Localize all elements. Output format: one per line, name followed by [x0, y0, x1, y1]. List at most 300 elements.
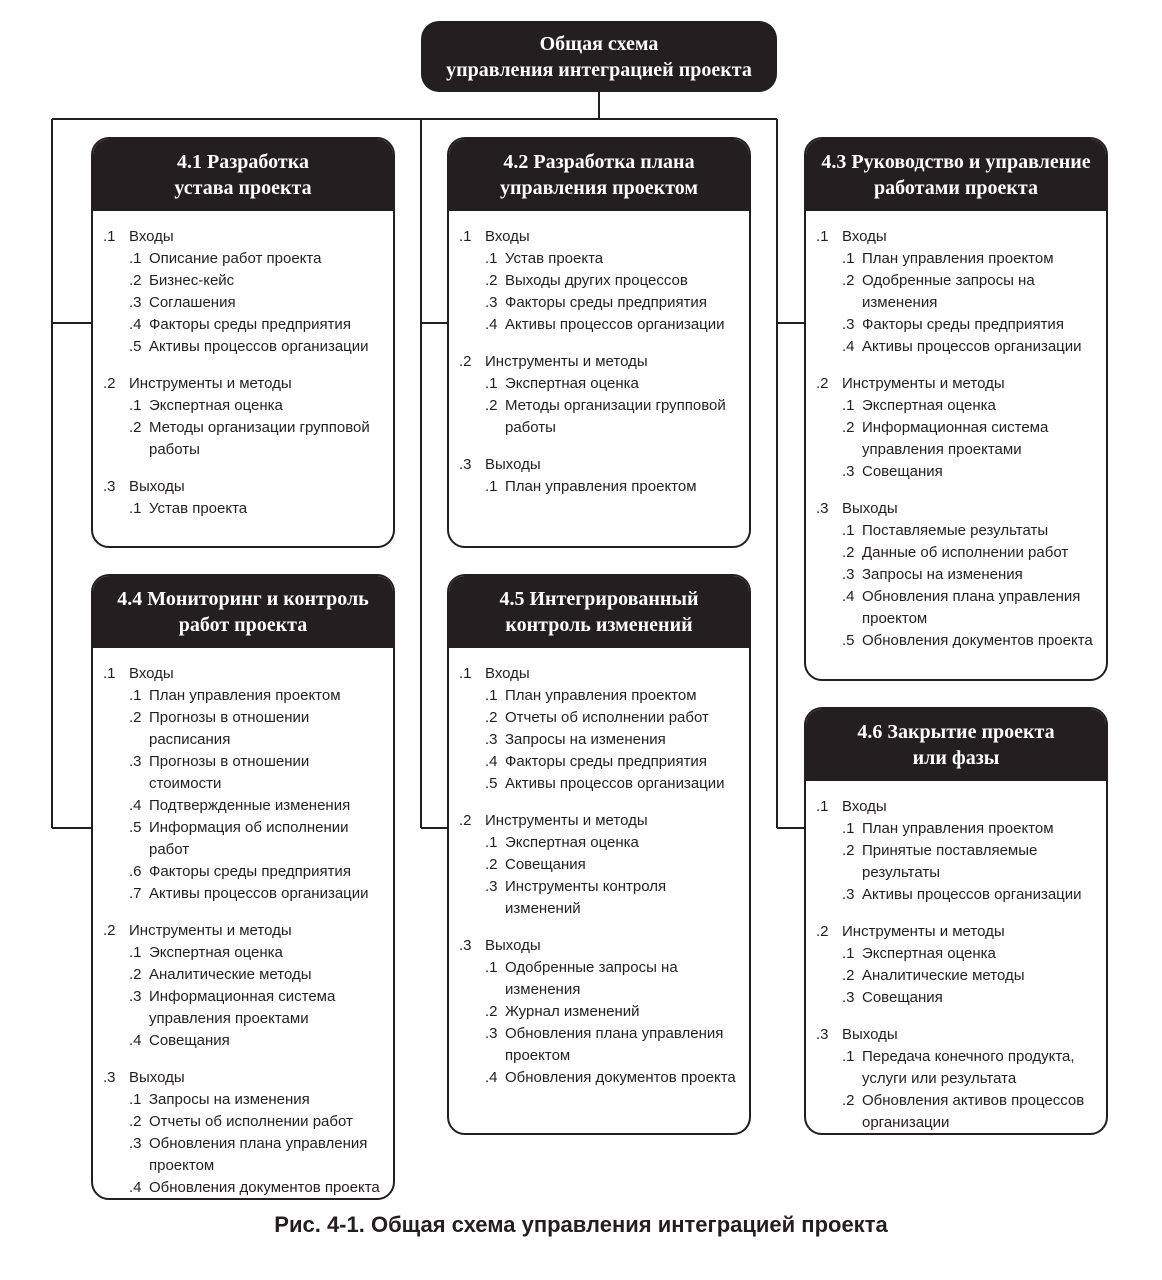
box-header [806, 709, 1106, 781]
list-item [842, 1046, 1098, 1090]
box-body [806, 211, 1106, 652]
item-text: Активы процессов организации [862, 338, 1082, 355]
item-number: .4 [842, 338, 855, 355]
item-text: Совещания [149, 1032, 230, 1049]
item-text: План управления проектом [505, 478, 697, 495]
section-title: Входы [129, 228, 174, 245]
item-number: .3 [842, 463, 855, 480]
list-item [842, 884, 1098, 906]
box-title-line: или фазы [912, 747, 1000, 769]
item-text: План управления проектом [505, 687, 697, 704]
section-title: Инструменты и методы [842, 923, 1005, 940]
section-heading [459, 454, 741, 476]
item-text: Факторы среды предприятия [505, 294, 707, 311]
item-number: .2 [842, 842, 855, 859]
item-number: .1 [842, 1048, 855, 1065]
section-title: Входы [842, 798, 887, 815]
list-item [485, 292, 741, 314]
section-heading [459, 935, 741, 957]
item-number: .1 [129, 687, 142, 704]
box-body [449, 211, 749, 498]
item-text: Активы процессов организации [505, 775, 725, 792]
list-item [485, 314, 741, 336]
section-heading [103, 476, 385, 498]
item-text: Информация об исполнении работ [149, 819, 349, 858]
section-title: Выходы [842, 500, 898, 517]
section-heading [103, 920, 385, 942]
section-number: .1 [459, 228, 472, 245]
box-section [816, 226, 1098, 358]
item-text: Информационная система управления проектами [862, 419, 1049, 458]
section-items [485, 957, 741, 1089]
item-number: .6 [129, 863, 142, 880]
root-process-box [421, 21, 777, 92]
section-heading [103, 373, 385, 395]
item-text: Обновления плана управления проектом [862, 588, 1081, 627]
item-number: .4 [129, 1032, 142, 1049]
item-text: Передача конечного продукта, услуги или результата [862, 1048, 1075, 1087]
item-number: .2 [129, 272, 142, 289]
process-box-4-5 [447, 574, 751, 1135]
list-item [485, 1001, 741, 1023]
list-item [129, 817, 385, 861]
box-section [103, 373, 385, 461]
section-items [842, 1046, 1098, 1134]
section-title: Инструменты и методы [485, 812, 648, 829]
list-item [129, 685, 385, 707]
item-number: .3 [129, 988, 142, 1005]
item-number: .1 [842, 522, 855, 539]
item-text: Обновления документов проекта [149, 1179, 380, 1196]
box-section [459, 226, 741, 336]
section-heading [816, 498, 1098, 520]
list-item [842, 818, 1098, 840]
section-title: Входы [485, 665, 530, 682]
box-title-line: 4.4 Мониторинг и контроль [117, 588, 369, 610]
box-title-line: 4.1 Разработка [177, 151, 309, 173]
item-number: .3 [842, 566, 855, 583]
process-box-4-6 [804, 707, 1108, 1135]
item-text: Описание работ проекта [149, 250, 322, 267]
root-title-line2: управления интеграцией проекта [446, 58, 752, 81]
item-text: Прогнозы в отношении расписания [149, 709, 310, 748]
box-header [93, 139, 393, 211]
item-text: Обновления плана управления проектом [149, 1135, 368, 1174]
process-box-4-1 [91, 137, 395, 548]
list-item [842, 987, 1098, 1009]
item-text: План управления проектом [149, 687, 341, 704]
item-text: Экспертная оценка [505, 834, 639, 851]
item-text: Подтвержденные изменения [149, 797, 351, 814]
item-number: .2 [842, 272, 855, 289]
item-number: .3 [842, 989, 855, 1006]
item-text: Данные об исполнении работ [862, 544, 1069, 561]
box-section [816, 1024, 1098, 1134]
item-text: Активы процессов организации [149, 885, 369, 902]
item-text: Обновления активов процессов организации [862, 1092, 1085, 1131]
section-heading [816, 226, 1098, 248]
list-item [129, 986, 385, 1030]
box-title-line: 4.3 Руководство и управление [821, 151, 1091, 173]
list-item [842, 248, 1098, 270]
section-items [129, 498, 385, 520]
box-section [816, 498, 1098, 652]
item-text: Обновления документов проекта [505, 1069, 736, 1086]
box-header [449, 139, 749, 211]
item-text: Принятые поставляемые результаты [862, 842, 1038, 881]
item-text: Экспертная оценка [149, 944, 283, 961]
list-item [842, 564, 1098, 586]
section-number: .1 [103, 228, 116, 245]
box-section [459, 663, 741, 795]
section-number: .1 [459, 665, 472, 682]
list-item [842, 542, 1098, 564]
item-number: .4 [129, 316, 142, 333]
item-text: Методы организации групповой работы [505, 397, 726, 436]
list-item [485, 854, 741, 876]
item-text: Активы процессов организации [149, 338, 369, 355]
figure-caption: Рис. 4-1. Общая схема управления интеграцией проекта [274, 1212, 888, 1237]
list-item [129, 1133, 385, 1177]
list-item [842, 943, 1098, 965]
section-items [485, 476, 741, 498]
list-item [129, 417, 385, 461]
section-title: Входы [485, 228, 530, 245]
root-title-line1: Общая схема [539, 32, 659, 55]
item-number: .1 [129, 1091, 142, 1108]
section-items [129, 685, 385, 905]
item-number: .1 [485, 250, 498, 267]
item-number: .2 [485, 709, 498, 726]
list-item [842, 965, 1098, 987]
item-text: Факторы среды предприятия [862, 316, 1064, 333]
item-number: .2 [842, 544, 855, 561]
section-items [129, 1089, 385, 1199]
list-item [485, 270, 741, 292]
item-text: Устав проекта [149, 500, 248, 517]
item-number: .2 [129, 1113, 142, 1130]
item-number: .1 [485, 959, 498, 976]
section-number: .1 [816, 228, 829, 245]
list-item [129, 1177, 385, 1199]
item-number: .4 [129, 797, 142, 814]
item-number: .5 [842, 632, 855, 649]
section-number: .3 [459, 937, 472, 954]
item-number: .3 [485, 731, 498, 748]
item-number: .3 [129, 753, 142, 770]
box-header [449, 576, 749, 648]
list-item [842, 630, 1098, 652]
section-heading [103, 663, 385, 685]
section-heading [816, 373, 1098, 395]
box-section [103, 663, 385, 905]
item-text: Бизнес-кейс [149, 272, 235, 289]
section-items [842, 818, 1098, 906]
item-number: .1 [129, 397, 142, 414]
item-text: Устав проекта [505, 250, 604, 267]
box-title-line: управления проектом [500, 177, 698, 199]
section-title: Выходы [129, 1069, 185, 1086]
item-number: .3 [485, 294, 498, 311]
section-heading [459, 351, 741, 373]
item-number: .2 [129, 966, 142, 983]
list-item [129, 1111, 385, 1133]
box-title-line: устава проекта [174, 177, 312, 199]
item-number: .2 [842, 419, 855, 436]
list-item [129, 292, 385, 314]
item-text: Экспертная оценка [505, 375, 639, 392]
item-number: .5 [129, 338, 142, 355]
item-text: Аналитические методы [862, 967, 1025, 984]
section-number: .2 [103, 922, 116, 939]
list-item [485, 832, 741, 854]
item-text: План управления проектом [862, 250, 1054, 267]
item-text: План управления проектом [862, 820, 1054, 837]
item-number: .3 [842, 316, 855, 333]
list-item [129, 883, 385, 905]
box-section [103, 226, 385, 358]
item-number: .7 [129, 885, 142, 902]
list-item [842, 417, 1098, 461]
section-title: Инструменты и методы [129, 922, 292, 939]
list-item [485, 373, 741, 395]
box-section [459, 810, 741, 920]
list-item [485, 729, 741, 751]
list-item [842, 840, 1098, 884]
section-heading [459, 663, 741, 685]
item-number: .1 [129, 250, 142, 267]
item-number: .5 [129, 819, 142, 836]
box-section [103, 476, 385, 520]
list-item [129, 1089, 385, 1111]
section-number: .2 [459, 812, 472, 829]
section-number: .1 [816, 798, 829, 815]
item-number: .1 [842, 945, 855, 962]
list-item [485, 751, 741, 773]
item-number: .4 [842, 588, 855, 605]
section-heading [816, 796, 1098, 818]
item-number: .2 [485, 397, 498, 414]
item-text: Активы процессов организации [862, 886, 1082, 903]
box-title-line: 4.6 Закрытие проекта [857, 721, 1055, 743]
list-item [129, 861, 385, 883]
item-number: .2 [129, 419, 142, 436]
item-number: .4 [485, 1069, 498, 1086]
box-section [459, 454, 741, 498]
section-items [485, 832, 741, 920]
box-header [806, 139, 1106, 211]
item-number: .1 [842, 397, 855, 414]
item-number: .3 [129, 1135, 142, 1152]
item-text: Обновления документов проекта [862, 632, 1093, 649]
item-text: Совещания [862, 989, 943, 1006]
process-box-4-3 [804, 137, 1108, 681]
section-items [485, 373, 741, 439]
box-body [93, 211, 393, 520]
box-section [103, 920, 385, 1052]
section-title: Инструменты и методы [485, 353, 648, 370]
list-item [485, 773, 741, 795]
section-number: .3 [459, 456, 472, 473]
box-header [93, 576, 393, 648]
box-body [806, 781, 1106, 1134]
section-number: .3 [816, 500, 829, 517]
section-items [842, 248, 1098, 358]
list-item [842, 586, 1098, 630]
item-text: Обновления плана управления проектом [505, 1025, 724, 1064]
section-title: Выходы [842, 1026, 898, 1043]
list-item [842, 270, 1098, 314]
box-title-line: 4.2 Разработка плана [503, 151, 695, 173]
item-number: .3 [129, 294, 142, 311]
box-body [93, 648, 393, 1199]
section-items [485, 248, 741, 336]
list-item [129, 751, 385, 795]
box-title-line: работ проекта [178, 614, 308, 636]
item-text: Активы процессов организации [505, 316, 725, 333]
section-number: .3 [103, 1069, 116, 1086]
box-section [816, 921, 1098, 1009]
box-title-line: 4.5 Интегрированный [499, 588, 699, 610]
box-section [816, 373, 1098, 483]
item-number: .3 [485, 1025, 498, 1042]
list-item [129, 707, 385, 751]
list-item [129, 942, 385, 964]
section-heading [459, 226, 741, 248]
item-number: .2 [842, 967, 855, 984]
item-number: .2 [485, 272, 498, 289]
list-item [485, 685, 741, 707]
item-number: .4 [129, 1179, 142, 1196]
section-items [129, 942, 385, 1052]
item-number: .1 [485, 478, 498, 495]
section-items [485, 685, 741, 795]
item-text: Одобренные запросы на изменения [862, 272, 1035, 311]
list-item [129, 314, 385, 336]
section-title: Входы [842, 228, 887, 245]
item-text: Аналитические методы [149, 966, 312, 983]
item-number: .5 [485, 775, 498, 792]
item-text: Журнал изменений [505, 1003, 640, 1020]
list-item [842, 461, 1098, 483]
item-text: Факторы среды предприятия [149, 316, 351, 333]
list-item [842, 520, 1098, 542]
section-number: .1 [103, 665, 116, 682]
item-text: Экспертная оценка [862, 945, 996, 962]
item-number: .2 [129, 709, 142, 726]
list-item [129, 964, 385, 986]
item-number: .2 [485, 1003, 498, 1020]
section-number: .2 [103, 375, 116, 392]
item-text: Поставляемые результаты [862, 522, 1049, 539]
item-number: .1 [842, 250, 855, 267]
item-text: Отчеты об исполнении работ [149, 1113, 353, 1130]
item-text: Соглашения [149, 294, 236, 311]
section-heading [103, 226, 385, 248]
item-text: Запросы на изменения [505, 731, 666, 748]
box-section [459, 351, 741, 439]
list-item [485, 476, 741, 498]
list-item [485, 1067, 741, 1089]
item-text: Факторы среды предприятия [149, 863, 351, 880]
item-text: Одобренные запросы на изменения [505, 959, 678, 998]
item-number: .2 [842, 1092, 855, 1109]
section-number: .3 [816, 1026, 829, 1043]
item-text: Экспертная оценка [862, 397, 996, 414]
item-text: Запросы на изменения [149, 1091, 310, 1108]
item-text: Запросы на изменения [862, 566, 1023, 583]
item-number: .4 [485, 316, 498, 333]
list-item [129, 498, 385, 520]
section-heading [816, 921, 1098, 943]
section-items [842, 943, 1098, 1009]
list-item [485, 876, 741, 920]
item-text: Совещания [862, 463, 943, 480]
box-section [459, 935, 741, 1089]
section-items [129, 395, 385, 461]
list-item [129, 395, 385, 417]
item-number: .1 [485, 687, 498, 704]
item-text: Информационная система управления проектами [149, 988, 336, 1027]
section-title: Инструменты и методы [842, 375, 1005, 392]
item-text: Факторы среды предприятия [505, 753, 707, 770]
item-text: Отчеты об исполнении работ [505, 709, 709, 726]
section-number: .3 [103, 478, 116, 495]
list-item [485, 707, 741, 729]
section-number: .2 [816, 375, 829, 392]
list-item [842, 336, 1098, 358]
item-text: Инструменты контроля изменений [505, 878, 667, 917]
item-number: .1 [129, 500, 142, 517]
process-box-4-4 [91, 574, 395, 1200]
list-item [842, 395, 1098, 417]
item-number: .4 [485, 753, 498, 770]
section-title: Выходы [129, 478, 185, 495]
section-items [842, 395, 1098, 483]
list-item [842, 1090, 1098, 1134]
list-item [842, 314, 1098, 336]
item-number: .1 [129, 944, 142, 961]
item-text: Методы организации групповой работы [149, 419, 370, 458]
item-text: Совещания [505, 856, 586, 873]
section-title: Инструменты и методы [129, 375, 292, 392]
list-item [129, 270, 385, 292]
box-section [103, 1067, 385, 1199]
item-number: .2 [485, 856, 498, 873]
list-item [129, 336, 385, 358]
section-title: Выходы [485, 937, 541, 954]
list-item [485, 248, 741, 270]
item-number: .3 [485, 878, 498, 895]
item-number: .3 [842, 886, 855, 903]
box-body [449, 648, 749, 1089]
section-heading [459, 810, 741, 832]
item-number: .1 [485, 834, 498, 851]
list-item [129, 1030, 385, 1052]
section-title: Входы [129, 665, 174, 682]
list-item [485, 395, 741, 439]
item-text: Прогнозы в отношении стоимости [149, 753, 310, 792]
item-text: Выходы других процессов [505, 272, 688, 289]
section-heading [816, 1024, 1098, 1046]
list-item [129, 248, 385, 270]
process-box-4-2 [447, 137, 751, 548]
item-text: Экспертная оценка [149, 397, 283, 414]
list-item [129, 795, 385, 817]
section-heading [103, 1067, 385, 1089]
section-items [129, 248, 385, 358]
box-title-line: контроль изменений [505, 614, 693, 636]
